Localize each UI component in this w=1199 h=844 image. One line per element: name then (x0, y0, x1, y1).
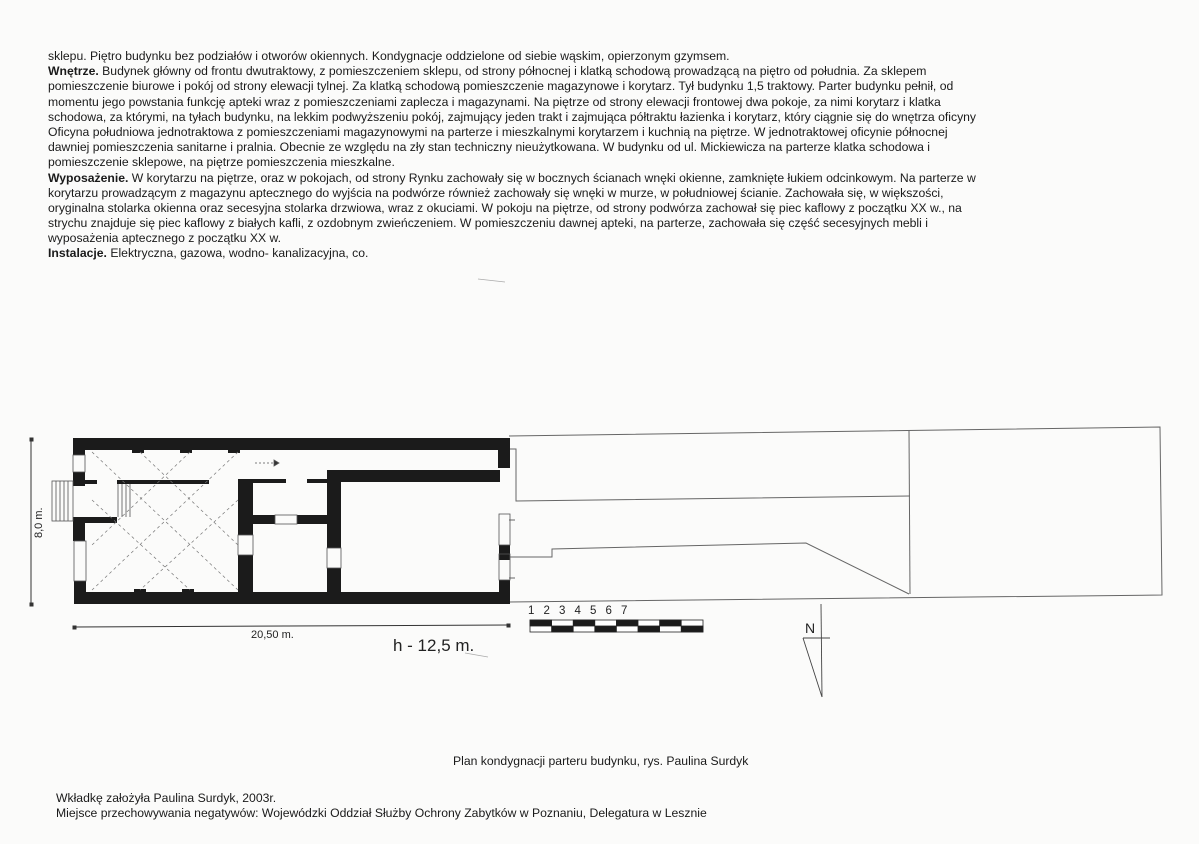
author-note: Wkładkę założyła Paulina Surdyk, 2003r. (56, 791, 277, 805)
negatives-storage-note: Miejsce przechowywania negatywów: Wojewódzki Oddział Służby Ochrony Zabytków w Poznaniu, Delegatura w Lesznie (56, 806, 707, 820)
text-line-equipment: Wyposażenie. W korytarzu na piętrze, oraz w pokojach, od strony Rynku zachowały się w bocznych ścianach wnęki okienne, zamknięte łukiem odcinkowym. Na parterze w (48, 170, 976, 185)
text-line: oryginalna stolarka okienna oraz secesyjna stolarka drzwiowa, wraz z okuciami. W pokoju na piętrze, od strony podwórza zachował się piec kaflowy z początku XX w., na (48, 200, 962, 215)
north-label: N (805, 620, 816, 636)
text-line: schodowa, za którymi, na tyłach budynku, na lekkim podwyższeniu pokój, zajmujący jeden trakt i zajmująca półtraktu łazienka i korytarz, który ciągnie się do wnętrza oficyny (48, 109, 977, 124)
direction-arrow (255, 460, 279, 466)
section-heading-equipment: Wyposażenie. (48, 170, 129, 185)
text-line: korytarzu prowadzącym z magazynu aptecznego do wyjścia na podwórze również zachowały się wnęki w murze, w południowej ścianie. Zachowała się, w większości, (48, 185, 944, 200)
text-line: Oficyna południowa jednotraktowa z pomieszczeniami magazynowymi na parterze i mieszkalnymi korytarzem i kuchnią na piętrze. W jednotraktowej oficynie północnej (48, 124, 948, 139)
north-arrow-icon (803, 604, 830, 697)
text-line: momentu jego powstania funkcję apteki wraz z pomieszczeniami zaplecza i magazynami. Na piętrze od strony elewacji frontowej dwa pokoje, za nimi korytarz i klatka (48, 94, 941, 109)
depth-dimension-label: 8,0 m. (33, 507, 45, 538)
text-line: pomieszczenie sklepowe, na piętrze pomieszczenia mieszkalne. (48, 155, 395, 170)
scale-bar-numbers: 1 2 3 4 5 6 7 (528, 605, 628, 617)
text-line: strychu znajduje się piec kaflowy z białych kafli, z ozdobnym zwieńczeniem. W pomieszczeniu dawnej apteki, na parterze, zachowała się część secesyjnych mebli i (48, 216, 928, 231)
section-heading-interior: Wnętrze. (48, 64, 99, 79)
text-line-installations: Instalacje. Elektryczna, gazowa, wodno- kanalizacyjna, co. (48, 246, 369, 261)
text-line: wyposażenia aptecznego z początku XX w. (48, 231, 282, 246)
width-dimension-label: 20,50 m. (251, 629, 294, 641)
text-line: sklepu. Piętro budynku bez podziałów i otworów okiennych. Kondygnacje oddzielone od siebie wąskim, opierzonym gzymsem. (48, 49, 730, 63)
building-walls (73, 438, 510, 604)
plan-caption: Plan kondygnacji parteru budynku, rys. Paulina Surdyk (453, 754, 749, 768)
text-line-interior: Wnętrze. Budynek główny od frontu dwutraktowy, z pomieszczeniem sklepu, od strony północnej i klatką schodową prowadzącą na piętro od południa. Za sklepem (48, 64, 927, 79)
text-line: dawniej pomieszczenia sanitarne i pralnia. Obecnie ze względu na zły stan techniczny nieużytkowana. W budynku od ul. Mickiewicza na parterze klatka schodowa i (48, 140, 931, 155)
adjacent-buildings-outline (509, 427, 1162, 602)
scale-bar (530, 620, 703, 632)
text-line: pomieszczenie biurowe i pokój od strony elewacji tylnej. Za klatką schodową pomieszczenie magazynowe i korytarz. Tył budynku 1,5 traktowy. Parter budynku pełnił, od (48, 79, 954, 94)
section-heading-installations: Instalacje. (48, 246, 107, 261)
building-height-label: h - 12,5 m. (393, 636, 475, 655)
entrance-stairs (52, 481, 130, 521)
